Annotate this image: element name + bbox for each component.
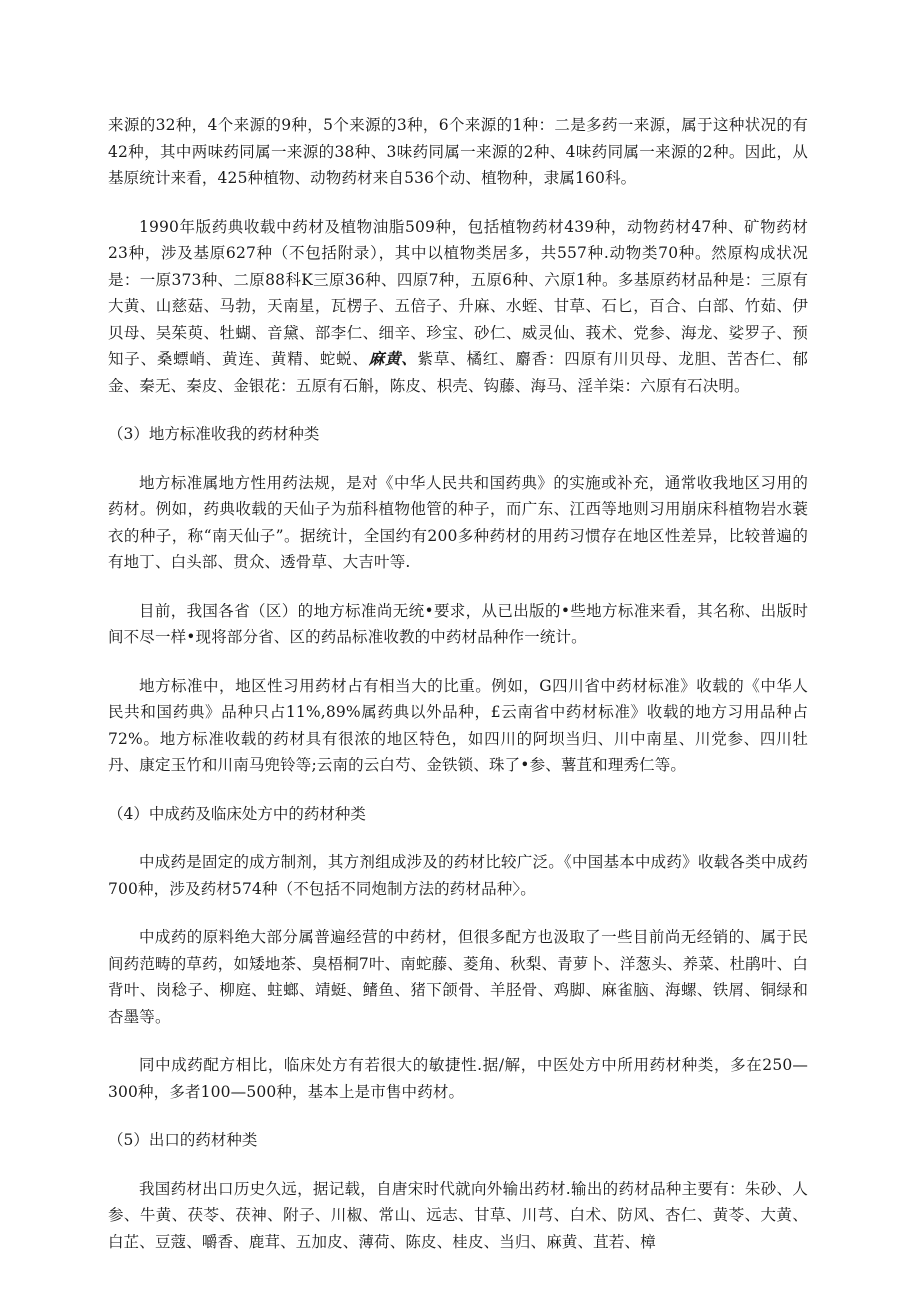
section-heading-5: （5）出口的药材种类 <box>108 1131 258 1149</box>
paragraph-patent-medicines: 中成药是固定的成方制剂，其方剂组成涉及的药材比较广泛。《中国基本中成药》收载各类中成药700种，涉及药材574种（不包括不同炮制方法的药材品种〉。 <box>108 853 808 898</box>
paragraph-pharmacopoeia-1990 <box>108 214 808 400</box>
paragraph-provincial-standards: 目前，我国各省（区）的地方标准尚无统•要求，从已出版的•些地方标准来看，其名称、出版时间不尽一样•现将部分省、区的药品标准收教的中药材品种作一统计。 <box>108 601 808 646</box>
paragraph-text: 1990年版药典收载中药材及植物油脂509种，包括植物药材439种，动物药材47种、矿物药材23种，涉及基原627种（不包括附录），其中以植物类居多，共557种.动物类70种。然原构成状况是：一原373种、二原88科K三原36种、四原7种，五原6种、六原1种。多基原药材品种是：三原有大黄、山慈菇、马勃，天南星，瓦楞子、五倍子、升麻、水蛭、甘草、石匕，百合、白部、竹茹、伊贝母、吴茱萸、牡蝴、音黛、部李仁、细辛、珍宝、砂仁、威灵仙、莪术、党参、海龙、娑罗子、预知子、桑螵峭、黄连、黄精、蛇蜕、 <box>108 217 808 368</box>
section-heading-3: （3）地方标准收我的药材种类 <box>108 425 320 443</box>
paragraph-export-history: 我国药材出口历史久远，据记载，自唐宋时代就向外输出药材.输出的药材品种主要有：朱砂、人参、牛黄、茯苓、茯神、附子、川椒、常山、远志、甘草、川芎、白术、防风、杏仁、黄苓、大黄、白芷、豆蔻、嚼香、鹿茸、五加皮、薄荷、陈皮、桂皮、当归、麻黄、苴若、樟 <box>108 1179 808 1251</box>
section-heading-4: （4）中成药及临床处方中的药材种类 <box>108 804 366 823</box>
paragraph-continuation: 来源的32种，4个来源的9种，5个来源的3种，6个来源的1种：二是多药一来源，属于这种状况的有42种，其中两味药同属一来源的38种、3味药同属一来源的2种、4味药同属一来源的2种。因此，从基原统计来看，425种植物、动物药材来自536个动、植物种，隶属160科。 <box>108 116 808 187</box>
paragraph-regional-herbs: 地方标准中，地区性习用药材占有相当大的比重。例如，G四川省中药材标准》收载的《中华人民共和国药典》品种只占11%,89%属药典以外品种，£云南省中药材标准》收载的地方习用品种占72%。地方标准收载的药材具有很浓的地区特色，如四川的阿坝当归、川中南星、川党参、四川牡丹、康定玉竹和川南马兜铃等;云南的云白芍、金铁锁、珠了•参、薯苴和理秀仁等。 <box>108 676 808 774</box>
paragraph-local-standards: 地方标准属地方性用药法规，是对《中华人民共和国药典》的实施或补充，通常收我地区习用的药材。例如，药典收载的天仙子为茄科植物他管的种子，而广东、江西等地则习用崩床科植物岩水蓑衣的种子，称“南天仙子”。据统计，全国约有200多种药材的用药习惯存在地区性差异，比较普遍的有地丁、白头部、贯众、透骨草、大吉叶等. <box>108 473 808 571</box>
emphasized-term: 麻黄、 <box>368 349 418 368</box>
paragraph-text: 紫草、橘红、麝香：四原有川贝母、龙胆、苦杏仁、郁金、秦无、秦皮、金银花：五原有石斛，陈皮、枳壳、钩藤、海马、淫羊柒：六原有石决明。 <box>108 350 808 395</box>
document-body <box>108 112 808 1255</box>
paragraph-clinical-prescriptions: 同中成药配方相比，临床处方有若很大的敏捷性.据/解，中医处方中所用药材种类，多在250—300种，多者100—500种，基本上是市售中药材。 <box>108 1056 808 1101</box>
paragraph-folk-herbs: 中成药的原料绝大部分属普遍经营的中药材，但很多配方也汲取了一些目前尚无经销的、属于民间药范畴的草药，如矮地茶、臭梧桐7叶、南蛇藤、菱角、秋梨、青萝卜、洋葱头、养菜、杜鹃叶、白背叶、岗稔子、柳庭、蛀螂、靖蜓、鳍鱼、猪下颌骨、羊胫骨、鸡脚、麻雀脑、海螺、铁屑、铜绿和杏墨等。 <box>108 928 808 1026</box>
